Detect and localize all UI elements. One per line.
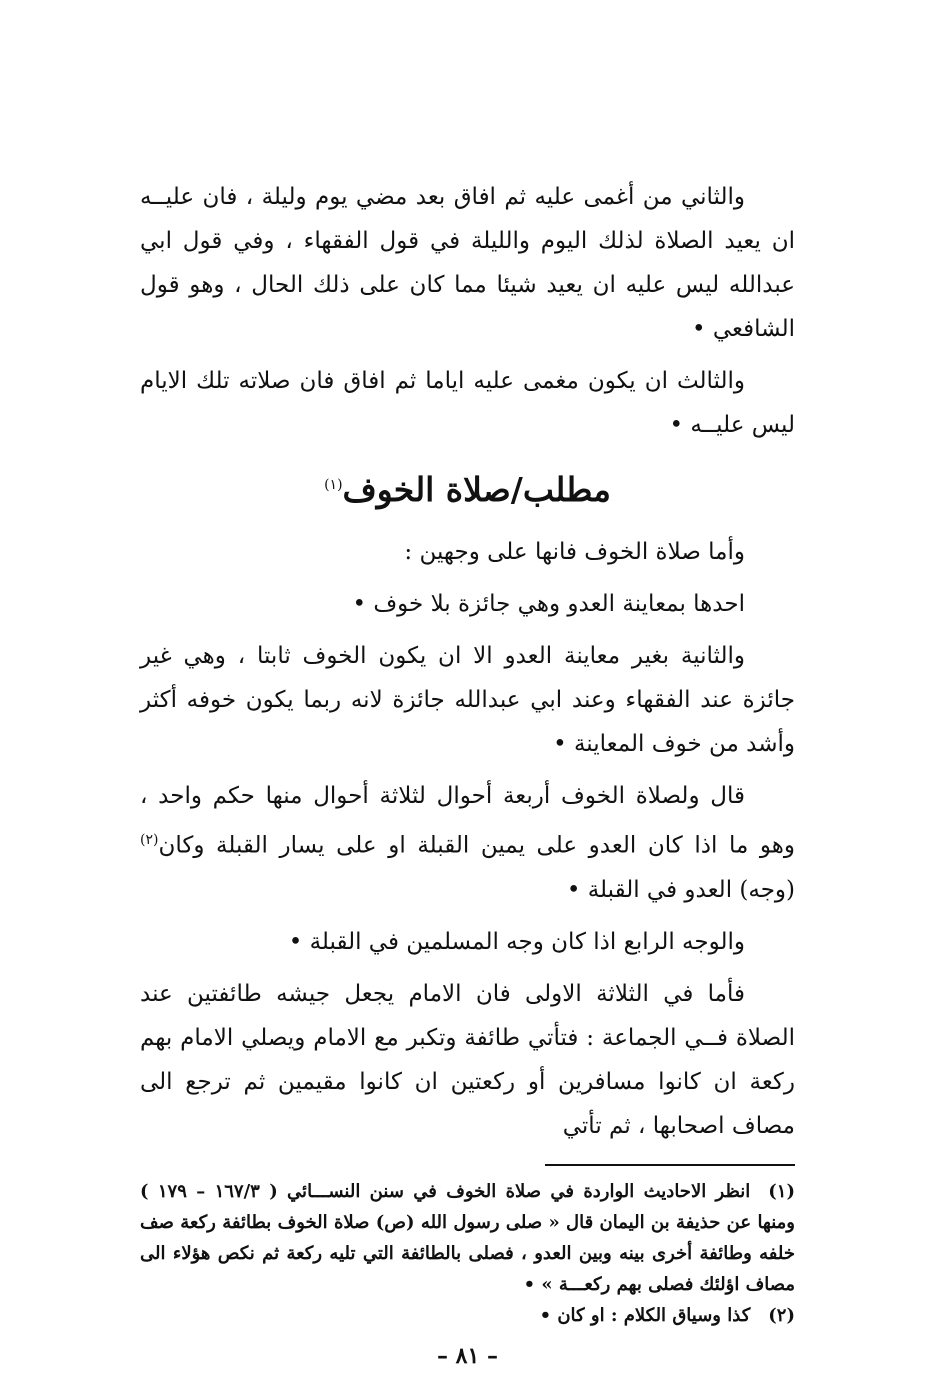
footnote-2-number: (٢)	[768, 1304, 795, 1326]
paragraph-first-way: احدها بمعاينة العدو وهي جائزة بلا خوف •	[352, 591, 745, 617]
heading-footnote-marker: (١)	[324, 477, 343, 493]
paragraph-second-way: والثانية بغير معاينة العدو الا ان يكون الخوف ثابتا ، وهي غير جائزة عند الفقهاء وعند ابي عبدالله جائزة لانه ربما يكون خوفه أكثر وأشد من خوف المعاينة •	[140, 643, 795, 757]
footnote-2-text: كذا وسياق الكلام : او كان •	[539, 1304, 751, 1326]
footnote-marker-2: (٢)	[140, 832, 159, 848]
heading-text: مطلب/صلاة الخوف	[342, 470, 611, 509]
footnote-1	[140, 1176, 795, 1300]
paragraph-second-case: والثاني من أغمى عليه ثم افاق بعد مضي يوم وليلة ، فان عليــه ان يعيد الصلاة لذلك اليوم والليلة في قول الفقهاء ، وفي قول ابي عبدالله ليس عليه ان يعيد شيئا مما كان على ذلك الحال ، وهو قول الشافعي •	[140, 184, 795, 342]
paragraph-third-case: والثالث ان يكون مغمى عليه اياما ثم افاق فان صلاته تلك الايام ليس عليــه •	[140, 368, 795, 438]
footnote-divider	[545, 1164, 795, 1166]
paragraph-four-states-after: (وجه) العدو في القبلة •	[566, 876, 795, 903]
paragraph-first-three: فأما في الثلاثة الاولى فان الامام يجعل جيشه طائفتين عند الصلاة فــي الجماعة : فتأتي طائفة وتكبر مع الامام ويصلي الامام بهم ركعة ان كانوا مسافرين أو ركعتين ان كانوا مقيمين ثم ترجع الى مصاف اصحابها ، ثم تأتي	[140, 980, 795, 1139]
page-body	[140, 175, 795, 1369]
section-heading	[140, 455, 795, 520]
footnote-2	[140, 1300, 795, 1331]
paragraph-four-states	[140, 774, 795, 912]
footnote-1-number: (١)	[768, 1180, 795, 1202]
paragraph-fourth-way: والوجه الرابع اذا كان وجه المسلمين في القبلة •	[288, 928, 745, 955]
footnote-1-text: انظر الاحاديث الواردة في صلاة الخوف في سنن النســـائي ( ١٦٧/٣ – ١٧٩ ) ومنها عن حذيفة بن اليمان قال « صلى رسول الله (ص) صلاة الخوف بطائفة ركعة صف خلفه وطائفة أخرى بينه وبين العدو ، فصلى بالطائفة التي تليه ركعة ثم نكص هؤلاء الى مصاف اؤلئك فصلى بهم ركعـــة » •	[140, 1180, 795, 1295]
paragraph-four-states-before: قال ولصلاة الخوف أربعة أحوال لثلاثة أحوال منها حكم واحد ، وهو ما اذا كان العدو على يمين القبلة او على يسار القبلة وكان	[140, 783, 795, 859]
page-number: – ٨١ –	[437, 1342, 498, 1369]
paragraph-fear-prayer-intro: وأما صلاة الخوف فانها على وجهين :	[404, 539, 745, 565]
